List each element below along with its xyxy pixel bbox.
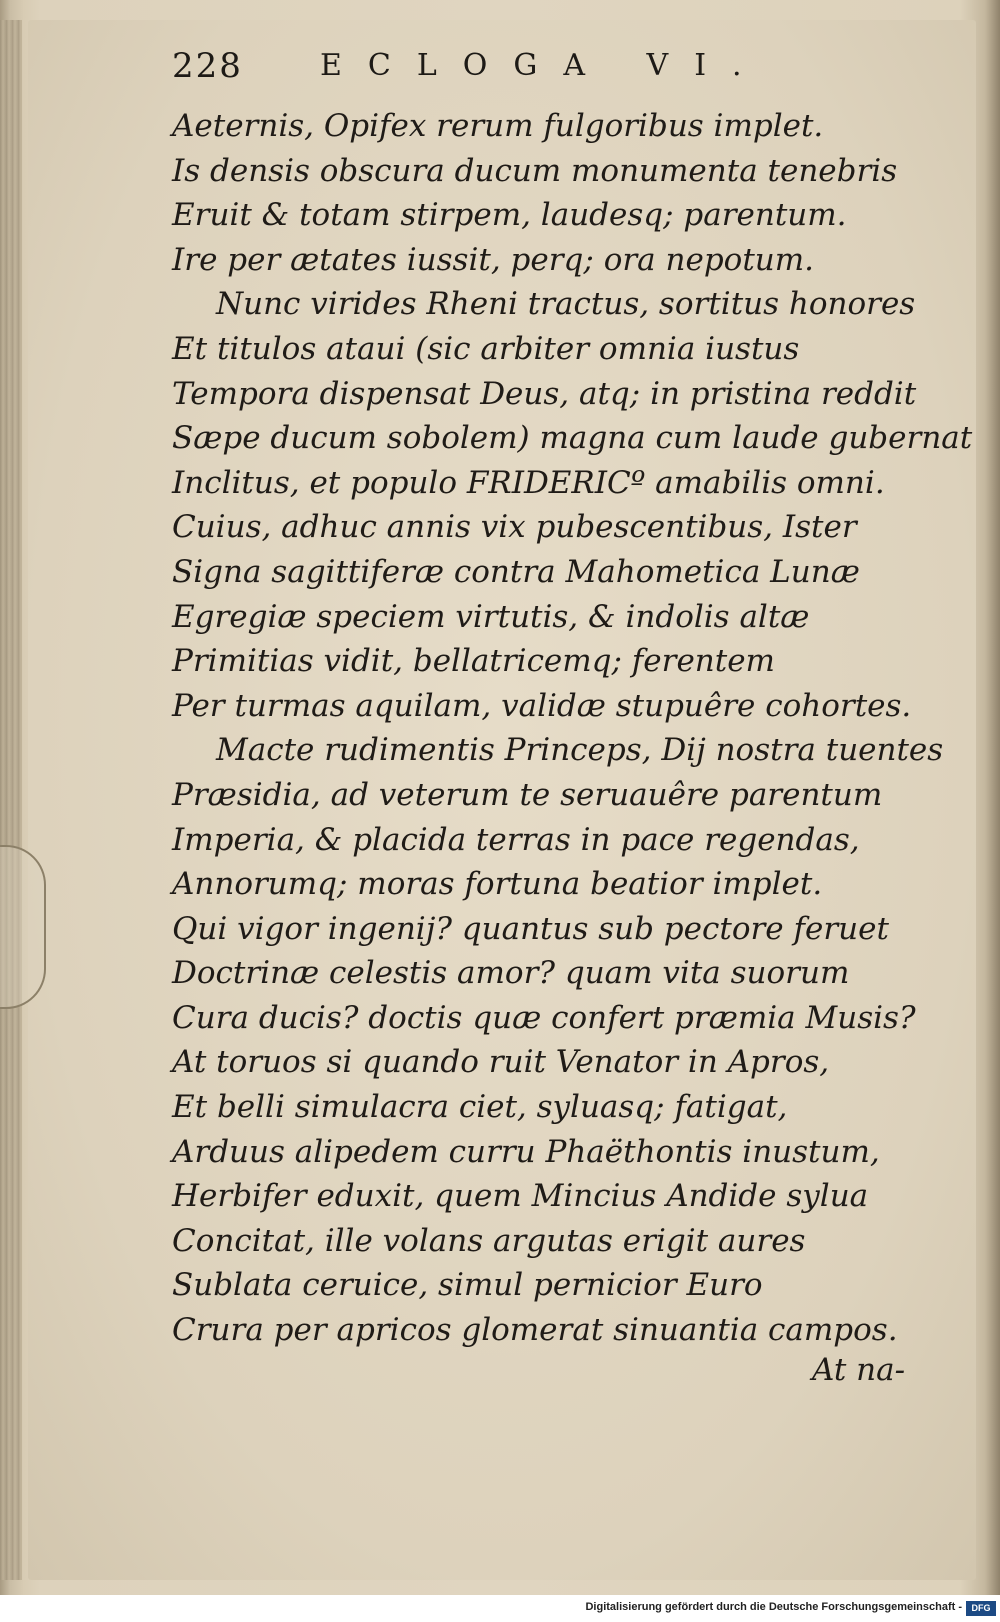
verse-line: Imperia, & placida terras in pace regendas, xyxy=(172,821,860,858)
verse-line: Et belli simulacra ciet, syluasq; fatigat, xyxy=(172,1089,788,1126)
page-number: 228 xyxy=(172,46,243,86)
verse-line: Annorumq; moras fortuna beatior implet. xyxy=(172,866,823,903)
running-title: ECLOGA VI. xyxy=(320,48,768,83)
digitization-footer xyxy=(0,1597,1000,1622)
verse-line: Eruit & totam stirpem, laudesq; parentum. xyxy=(172,197,847,234)
verse-line: Crura per apricos glomerat sinuantia campos. xyxy=(172,1312,898,1349)
verse-line: Et titulos ataui (sic arbiter omnia iustus xyxy=(172,330,800,367)
binding-clip xyxy=(0,845,46,1009)
verse-line: Per turmas aquilam, validæ stupuêre cohortes. xyxy=(172,687,912,724)
verse-line: Signa sagittiferæ contra Mahometica Lunæ xyxy=(172,553,860,590)
dfg-logo[interactable]: DFG xyxy=(966,1601,996,1616)
verse-line: Doctrinæ celestis amor? quam vita suorum xyxy=(172,955,850,992)
verse-line: Inclitus, et populo FRIDERICº amabilis omni. xyxy=(172,464,885,501)
page-header xyxy=(172,46,772,90)
verse-line: At toruos si quando ruit Venator in Apros, xyxy=(172,1044,830,1081)
verse-line: Præsidia, ad veterum te seruauêre parentum xyxy=(172,776,883,813)
verse-line: Is densis obscura ducum monumenta tenebris xyxy=(172,152,898,189)
verse-line: Arduus alipedem curru Phaëthontis inustum, xyxy=(172,1133,880,1170)
verse-line: Qui vigor ingenij? quantus sub pectore feruet xyxy=(172,910,889,947)
verse-line: Nunc virides Rheni tractus, sortitus honores xyxy=(216,286,916,323)
catchword: At na- xyxy=(812,1352,906,1388)
verse-line: Primitias vidit, bellatricemq; ferentem xyxy=(172,643,775,680)
verse-line: Sæpe ducum sobolem) magna cum laude gubernat xyxy=(172,420,973,457)
poem-text xyxy=(172,104,973,1353)
page-edge xyxy=(0,20,22,1580)
verse-line: Concitat, ille volans argutas erigit aures xyxy=(172,1222,806,1259)
verse-line: Cura ducis? doctis quæ confert præmia Musis? xyxy=(172,999,916,1036)
verse-line: Egregiæ speciem virtutis, & indolis altæ xyxy=(172,598,810,635)
verse-line: Tempora dispensat Deus, atq; in pristina reddit xyxy=(172,375,917,412)
verse-line: Ire per ætates iussit, perq; ora nepotum. xyxy=(172,241,815,278)
verse-line: Sublata ceruice, simul pernicior Euro xyxy=(172,1267,763,1304)
footer-credit: Digitalisierung gefördert durch die Deutsche Forschungsgemeinschaft - xyxy=(585,1601,962,1613)
verse-line: Macte rudimentis Princeps, Dij nostra tuentes xyxy=(216,732,944,769)
verse-line: Aeternis, Opifex rerum fulgoribus implet. xyxy=(172,108,824,144)
verse-line: Herbifer eduxit, quem Mincius Andide sylua xyxy=(172,1178,869,1215)
verse-line: Cuius, adhuc annis vix pubescentibus, Ister xyxy=(172,509,857,546)
